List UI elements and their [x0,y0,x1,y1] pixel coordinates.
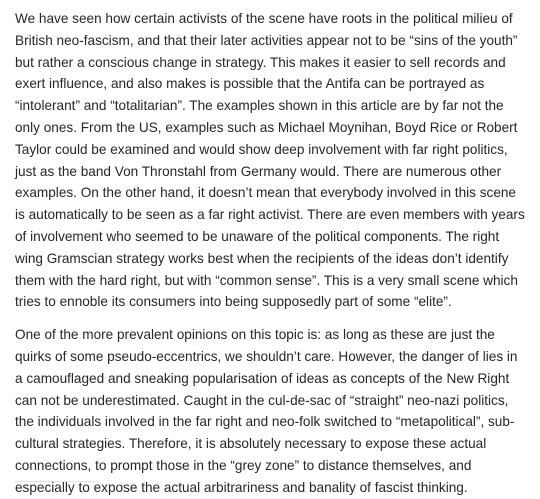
paragraph-line: just as the band Von Thronstahl from Germany would. There are numerous other [15,163,502,179]
paragraph-line: cultural strategies. Therefore, it is absolutely necessary to expose these actual [15,436,487,452]
article-paragraph-1 [15,8,529,313]
paragraph-line: wing Gramscian strategy works best when the recipients of the ideas don’t identify [15,250,509,266]
paragraph-line: Taylor could be examined and would show deep involvement with far right politics, [15,141,508,157]
paragraph-line: quirks of some pseudo-eccentrics, we shouldn’t care. However, the danger of lies in [15,348,518,364]
article-body [15,8,529,499]
paragraph-line: of involvement who seemed to be unaware of the political components. The right [15,228,500,244]
paragraph-line: a camouflaged and sneaking popularisation of ideas as concepts of the New Right [15,370,510,386]
paragraph-line: We have seen how certain activists of the scene have roots in the political milieu of [15,11,513,26]
paragraph-line: only ones. From the US, examples such as Michael Moynihan, Boyd Rice or Robert [15,119,518,135]
paragraph-line: the individuals involved in the far right and neo-folk switched to “metapolitical”, sub- [15,414,515,430]
section-divider [15,481,95,482]
article-paragraph-2 [15,324,529,498]
paragraph-line: tries to ennoble its consumers into being supposedly part of some “elite”. [15,294,452,310]
paragraph-line: One of the more prevalent opinions on this topic is: as long as these are just the [15,327,495,343]
paragraph-line: is automatically to be seen as a far right activist. There are even members with years [15,207,525,223]
paragraph-line: them with the hard right, but with “common sense”. This is a very small scene which [15,272,518,288]
paragraph-line: examples. On the other hand, it doesn’t mean that everybody involved in this scene [15,185,516,201]
paragraph-line: British neo-fascism, and that their later activities appear not to be “sins of the youth” [15,32,518,48]
paragraph-line: “intolerant” and “totalitarian”. The examples shown in this article are by far not the [15,98,504,114]
paragraph-line: especially to expose the actual arbitrariness and banality of fascist thinking. [15,479,468,495]
paragraph-line: but rather a conscious change in strategy. This makes it easier to sell records and [15,54,506,70]
paragraph-line: connections, to prompt those in the “grey zone” to distance themselves, and [15,457,472,473]
paragraph-line: can not be underestimated. Caught in the cul-de-sac of “straight” neo-nazi politics, [15,392,509,408]
paragraph-line: exert influence, and also makes is possible that the Antifa can be portrayed as [15,76,485,92]
